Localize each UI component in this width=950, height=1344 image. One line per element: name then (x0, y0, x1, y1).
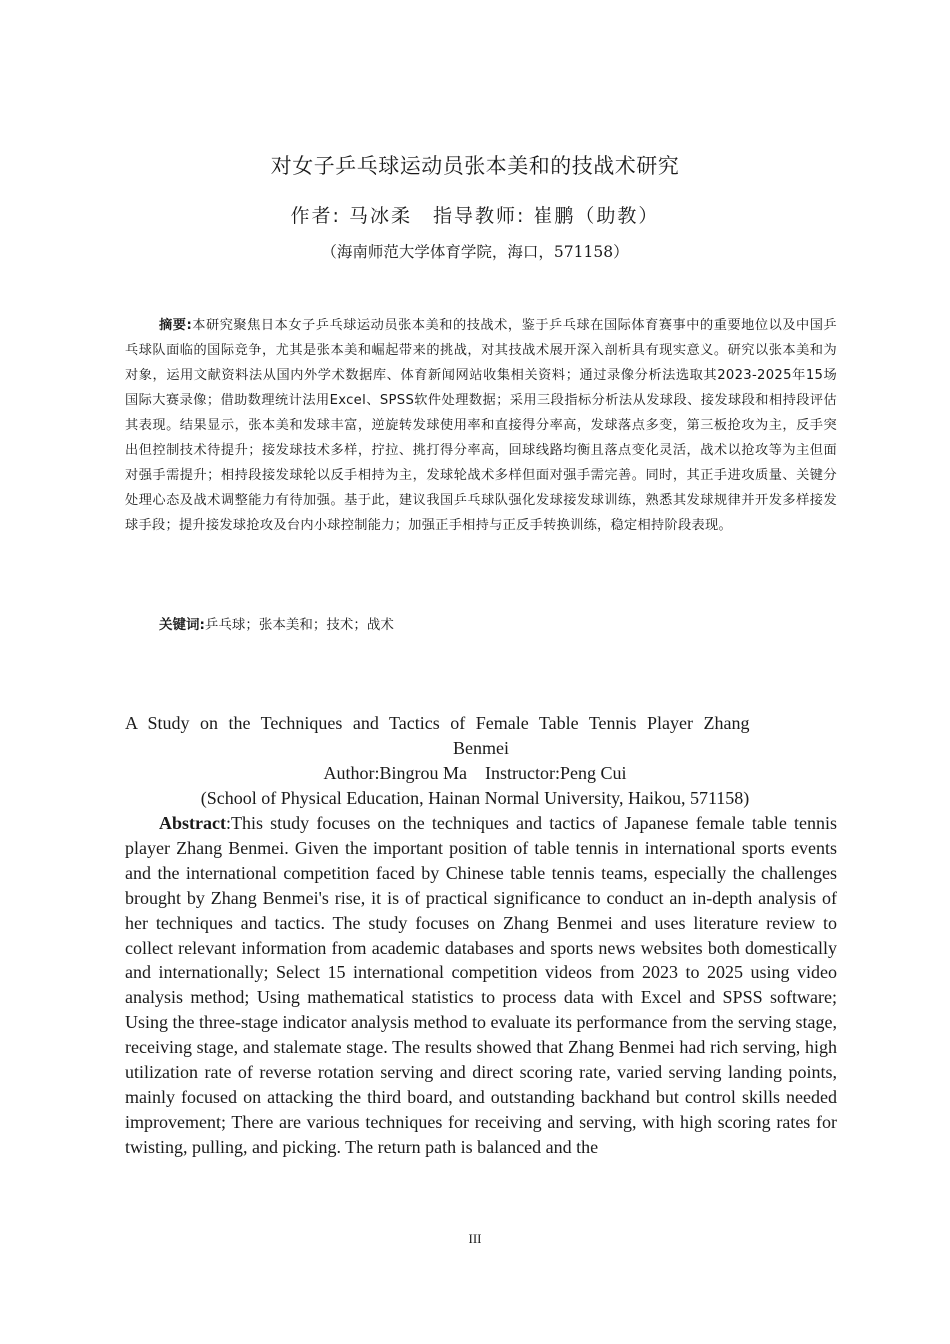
english-abstract-label: Abstract (159, 813, 226, 833)
english-abstract (125, 811, 837, 1160)
chinese-title: 对女子乒乓球运动员张本美和的技战术研究 (270, 154, 680, 178)
english-author-line: Author:Bingrou Ma Instructor:Peng Cui (323, 763, 627, 783)
english-title (125, 711, 837, 761)
english-title-line-1: A Study on the Techniques and Tactics of Female Table Tennis Player Zhang (125, 713, 750, 733)
english-affiliation: (School of Physical Education, Hainan Normal University, Haikou, 571158) (200, 788, 750, 808)
chinese-keywords-text: 乒乓球；张本美和；技术；战术 (204, 617, 394, 633)
chinese-affiliation: （海南师范大学体育学院，海口，571158） (321, 243, 629, 261)
english-title-line-2: Benmei (453, 738, 509, 758)
page-number: III (468, 1231, 482, 1246)
chinese-abstract (125, 313, 837, 538)
chinese-author-line: 作者: 马冰柔 指导教师: 崔鹏（助教） (290, 205, 660, 227)
chinese-abstract-text: 本研究聚焦日本女子乒乓球运动员张本美和的技战术，鉴于乒乓球在国际体育赛事中的重要地位以及中国乒乓球队面临的国际竞争，尤其是张本美和崛起带来的挑战，对其技战术展开深入剖析具有现实意义。研究以张本美和为对象，运用文献资料法从国内外学术数据库、体育新闻网站收集相关资料；通过录像分析法选取其2023-2025年15场国际大赛录像；借助数理统计法用Excel、SPSS软件处理数据；采用三段指标分析法从发球段、接发球段和相持段评估其表现。结果显示，张本美和发球丰富，逆旋转发球使用率和直接得分率高，发球落点多变，第三板抢攻为主，反手突出但控制技术待提升；接发球技术多样，拧拉、挑打得分率高，回球线路均衡且落点变化灵活，战术以抢攻等为主但面对强手需提升；相持段接发球轮以反手相持为主，发球轮战术多样但面对强手需完善。同时，其正手进攻质量、关键分处理心态及战术调整能力有待加强。基于此，建议我国乒乓球队强化发球接发球训练，熟悉其发球规律并开发多样接发球手段；提升接发球抢攻及台内小球控制能力；加强正手相持与正反手转换训练，稳定相持阶段表现。 (125, 318, 837, 533)
chinese-abstract-label: 摘要: (159, 318, 193, 333)
chinese-keywords (159, 613, 839, 638)
english-abstract-text: :This study focuses on the techniques and tactics of Japanese female table tennis player Zhang Benmei. Given the important position of table tennis in international sports events and the international competition faced by Chinese table tennis teams, especially the challenges brought by Zhang Benmei's rise, it is of practical significance to conduct an in-depth analysis of her techniques and tactics. The study focuses on Zhang Benmei and uses literature review to collect relevant information from academic databases and sports news websites both domestically and internationally; Select 15 international competition videos from 2023 to 2025 using video analysis method; Using mathematical statistics to process data with Excel and SPSS software; Using the three-stage indicator analysis method to evaluate its performance from the serving stage, receiving stage, and stalemate stage. The results showed that Zhang Benmei had rich serving, high utilization rate of reverse rotation serving and direct scoring rate, varied serving landing points, mainly focused on attacking the third board, and outstanding backhand but control skills needed improvement; There are various techniques for receiving and serving, with high scoring rates for twisting, pulling, and picking. The return path is balanced and the (125, 813, 837, 1157)
chinese-keywords-label: 关键词: (159, 617, 205, 633)
